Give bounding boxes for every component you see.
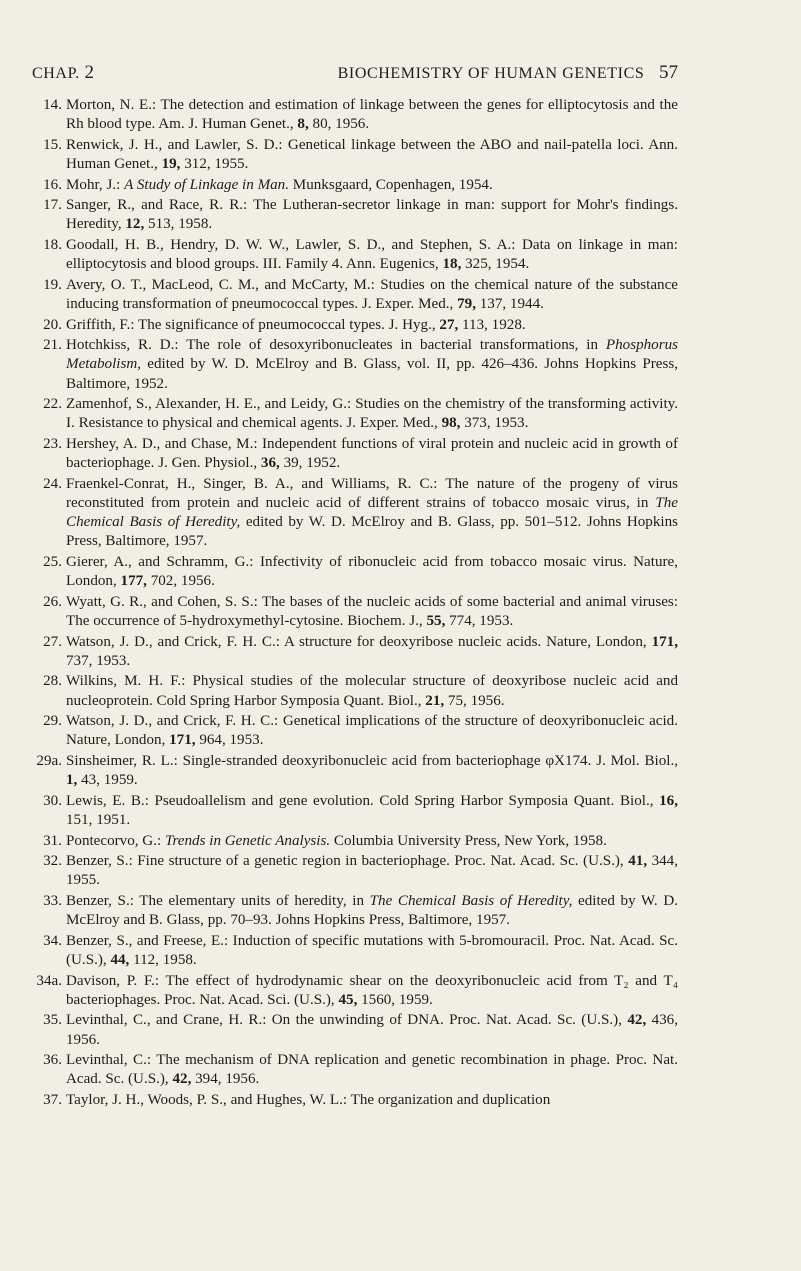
reference-number: 18. [43, 236, 62, 253]
reference-item [32, 336, 678, 394]
reference-text [66, 197, 678, 232]
reference-pages: 702, 1956. [146, 573, 215, 590]
reference-pages: 513, 1958. [144, 216, 213, 233]
reference-citation: Levinthal, C., and Crane, H. R.: On the unwinding of DNA. Proc. Nat. Acad. Sc. (U.S.), [66, 1012, 628, 1029]
reference-text [66, 177, 493, 193]
reference-item [32, 176, 678, 195]
reference-text [66, 594, 678, 629]
reference-pages: 151, 1951. [66, 811, 131, 828]
reference-citation: Taylor, J. H., Woods, P. S., and Hughes, W. L.: The organization and duplication [66, 1091, 551, 1108]
reference-item [32, 972, 678, 1010]
reference-number: 14. [43, 97, 62, 113]
reference-text [66, 793, 678, 828]
reference-volume: 79, [457, 295, 476, 312]
reference-text [66, 317, 526, 333]
reference-citation: Lewis, E. B.: Pseudoallelism and gene evolution. Cold Spring Harbor Symposia Quant. Biol., [66, 792, 660, 809]
reference-number: 30. [43, 792, 62, 809]
reference-number: 28. [43, 673, 62, 690]
reference-item [32, 633, 678, 671]
reference-pages: 312, 1955. [180, 156, 249, 172]
reference-text [66, 673, 678, 708]
reference-item [32, 593, 678, 631]
reference-pages: 112, 1958. [129, 951, 197, 968]
reference-citation: Sinsheimer, R. L.: Single-stranded deoxyribonucleic acid from bacteriophage φX174. J. Mol. Biol., [66, 752, 678, 769]
reference-text [66, 396, 678, 431]
reference-citation: Griffith, F.: The significance of pneumococcal types. J. Hyg., [66, 316, 440, 333]
reference-book-title: The Chemical Basis of Heredity, [369, 892, 573, 909]
reference-volume: 171, [651, 633, 678, 650]
reference-text [66, 436, 678, 471]
reference-item [32, 136, 678, 174]
reference-item [32, 276, 678, 314]
reference-number: 34. [43, 932, 62, 949]
reference-item [32, 852, 678, 890]
reference-item [32, 196, 678, 234]
reference-volume: 171, [169, 732, 196, 749]
reference-text [66, 893, 678, 928]
reference-pages: 344, 1955. [66, 853, 679, 889]
reference-text [66, 634, 678, 669]
reference-pages: 737, 1953. [66, 652, 131, 669]
reference-volume: 42, [172, 1071, 192, 1088]
reference-pages: Columbia University Press, New York, 1958. [330, 832, 607, 849]
reference-text [66, 554, 678, 589]
reference-citation: Gierer, A., and Schramm, G.: Infectivity of ribonucleic acid from tobacco mosaic virus. Nature, London, [66, 553, 678, 590]
reference-citation: Hotchkiss, R. D.: The role of desoxyribonucleates in bacterial transformations, in [66, 337, 606, 354]
reference-pages: 373, 1953. [460, 415, 529, 432]
reference-number: 33. [43, 892, 62, 909]
reference-number: 22. [43, 396, 62, 413]
page-number: 57 [659, 62, 678, 83]
reference-number: 17. [43, 197, 62, 214]
reference-item [32, 96, 678, 134]
reference-number: 32. [43, 853, 62, 870]
reference-citation: Pontecorvo, G.: [66, 832, 165, 849]
reference-number: 36. [43, 1052, 62, 1069]
reference-item [32, 236, 678, 274]
reference-citation: Benzer, S.: The elementary units of heredity, in [66, 892, 370, 909]
reference-text [66, 933, 678, 968]
reference-citation: Benzer, S.: Fine structure of a genetic region in bacteriophage. Proc. Nat. Acad. Sc. (U.S.), [66, 853, 629, 870]
reference-pages: 137, 1944. [475, 295, 544, 312]
reference-volume: 98, [441, 415, 461, 432]
reference-text [66, 137, 678, 172]
reference-citation: Levinthal, C.: The mechanism of DNA replication and genetic recombination in phage. Proc. Nat. Acad. Sc. (U.S.), [66, 1052, 678, 1088]
reference-volume: 177, [120, 573, 147, 590]
reference-number: 27. [43, 633, 62, 650]
reference-book-title: Trends in Genetic Analysis. [164, 832, 331, 849]
reference-number: 35. [43, 1012, 62, 1029]
reference-item [32, 1011, 678, 1049]
reference-volume: 12, [125, 216, 145, 233]
reference-citation: Davison, P. F.: The effect of hydrodynamic shear on the deoxyribonucleic acid from T₂ and T₄ bacteriophages. Proc. Nat. Acad. Sci. (U.S.), [66, 972, 678, 1008]
reference-item [32, 932, 678, 970]
reference-citation: Goodall, H. B., Hendry, D. W. W., Lawler, S. D., and Stephen, S. A.: Data on linkage in man: elliptocytosis and blood groups. III. Family 4. Ann. Eugenics, [66, 236, 678, 273]
reference-volume: 19, [161, 156, 181, 172]
reference-item [32, 1051, 678, 1089]
reference-item [32, 475, 678, 552]
reference-pages: 774, 1953. [445, 612, 514, 629]
reference-text [66, 853, 678, 888]
reference-pages: Munksgaard, Copenhagen, 1954. [289, 176, 493, 193]
chapter-number: 2 [84, 62, 95, 83]
reference-item [32, 672, 678, 710]
reference-number: 16. [43, 176, 62, 193]
reference-item [32, 892, 678, 930]
reference-text [66, 973, 678, 1008]
reference-pages: 325, 1954. [461, 256, 530, 273]
reference-number: 26. [43, 593, 62, 610]
reference-item [32, 435, 678, 473]
reference-item [32, 553, 678, 591]
reference-volume: 1, [66, 772, 78, 789]
reference-volume: 18, [442, 256, 462, 273]
reference-text [66, 1092, 550, 1108]
reference-text [66, 753, 678, 788]
reference-pages: 39, 1952. [279, 455, 341, 472]
reference-pages: 964, 1953. [195, 732, 264, 749]
reference-text [66, 713, 678, 748]
reference-citation: Morton, N. E.: The detection and estimation of linkage between the genes for elliptocytosis and the Rh blood type. Am. J. Human Genet., [66, 97, 678, 133]
reference-number: 34a. [36, 972, 62, 989]
running-head [32, 62, 678, 84]
reference-volume: 44, [110, 951, 130, 968]
reference-citation: Mohr, J.: [66, 176, 125, 193]
reference-number: 37. [43, 1091, 62, 1108]
reference-item [32, 316, 678, 335]
reference-number: 29a. [36, 752, 62, 769]
reference-citation: Watson, J. D., and Crick, F. H. C.: Genetical implications of the structure of deoxyribonucleic acid. Nature, London, [66, 713, 678, 749]
reference-number: 15. [43, 136, 62, 153]
reference-volume: 55, [426, 612, 446, 629]
reference-number: 31. [43, 832, 62, 849]
reference-number: 23. [43, 435, 62, 452]
reference-citation: Wyatt, G. R., and Cohen, S. S.: The bases of the nucleic acids of some bacterial and animal viruses: The occurrence of 5-hydroxymethyl-cytosine. Biochem. J., [66, 593, 678, 629]
reference-volume: 21, [425, 692, 445, 709]
reference-citation: Renwick, J. H., and Lawler, S. D.: Genetical linkage between the ABO and nail-patella loci. Ann. Human Genet., [66, 136, 678, 172]
reference-text [66, 277, 678, 312]
reference-volume: 27, [439, 316, 459, 333]
reference-citation: Sanger, R., and Race, R. R.: The Lutheran-secretor linkage in man: support for Mohr's findings. Heredity, [66, 197, 678, 233]
reference-pages: 394, 1956. [191, 1071, 260, 1088]
reference-item [32, 832, 678, 851]
reference-number: 20. [43, 316, 62, 333]
reference-volume: 36, [260, 455, 280, 472]
chapter-label [32, 62, 94, 84]
reference-pages: edited by W. D. McElroy and B. Glass, pp. 501–512. Johns Hopkins Press, Baltimore, 1957. [66, 514, 678, 550]
chapter-word: CHAP. [32, 65, 80, 82]
reference-book-title: Phosphorus Metabolism, [66, 337, 678, 373]
reference-pages: 1560, 1959. [357, 991, 433, 1008]
reference-list [32, 96, 678, 1110]
reference-volume: 41, [628, 853, 648, 870]
reference-text [66, 476, 678, 550]
reference-item [32, 395, 678, 433]
reference-text [66, 337, 678, 391]
reference-citation: Watson, J. D., and Crick, F. H. C.: A structure for deoxyribose nucleic acids. Nature, London, [66, 633, 652, 650]
reference-citation: Wilkins, M. H. F.: Physical studies of the molecular structure of deoxyribose nucleic acid and nucleoprotein. Cold Spring Harbor Symposia Quant. Biol., [66, 673, 678, 709]
reference-text [66, 1052, 678, 1087]
reference-citation: Benzer, S., and Freese, E.: Induction of specific mutations with 5-bromouracil. Proc. Nat. Acad. Sc. (U.S.), [66, 932, 678, 968]
reference-text [66, 1012, 678, 1047]
reference-volume: 16, [659, 792, 678, 809]
reference-pages: edited by W. D. McElroy and B. Glass, pp. 70–93. Johns Hopkins Press, Baltimore, 1957. [66, 892, 678, 929]
reference-item [32, 792, 678, 830]
reference-book-title: A Study of Linkage in Man. [124, 176, 290, 193]
reference-text [66, 833, 607, 849]
reference-citation: Fraenkel-Conrat, H., Singer, B. A., and Williams, R. C.: The nature of the progeny of virus reconstituted from protein and nucleic acid of different strains of tobacco mosaic virus, in [66, 475, 678, 511]
reference-pages: 436, 1956. [66, 1012, 679, 1048]
reference-item [32, 1091, 678, 1110]
reference-citation: Avery, O. T., MacLeod, C. M., and McCarty, M.: Studies on the chemical nature of the substance inducing transformation of pneumococcal types. J. Exper. Med., [66, 276, 678, 312]
reference-pages: edited by W. D. McElroy and B. Glass, vol. II, pp. 426–436. Johns Hopkins Press, Baltimore, 1952. [66, 356, 678, 392]
reference-citation: Zamenhof, S., Alexander, H. E., and Leidy, G.: Studies on the chemistry of the transforming activity. I. Resistance to physical and chemical agents. J. Exper. Med., [66, 396, 678, 432]
reference-number: 29. [43, 713, 62, 730]
reference-pages: 43, 1959. [77, 772, 138, 789]
reference-item [32, 752, 678, 790]
reference-text [66, 237, 678, 272]
reference-number: 25. [43, 553, 62, 570]
reference-volume: 45, [338, 991, 358, 1008]
running-title: BIOCHEMISTRY OF HUMAN GENETICS [337, 65, 645, 82]
reference-pages: 113, 1928. [458, 316, 526, 333]
reference-text [66, 97, 678, 132]
reference-volume: 42, [627, 1012, 647, 1029]
reference-pages: 75, 1956. [444, 692, 505, 709]
reference-pages: 80, 1956. [308, 116, 370, 133]
page-header-right [338, 62, 678, 84]
reference-number: 24. [43, 475, 62, 492]
reference-book-title: The Chemical Basis of Heredity, [66, 494, 678, 531]
reference-number: 19. [43, 276, 62, 293]
reference-volume: 8, [297, 116, 309, 133]
reference-item [32, 712, 678, 750]
reference-number: 21. [43, 337, 62, 354]
reference-citation: Hershey, A. D., and Chase, M.: Independent functions of viral protein and nucleic acid in growth of bacteriophage. J. Gen. Physiol., [66, 435, 678, 472]
